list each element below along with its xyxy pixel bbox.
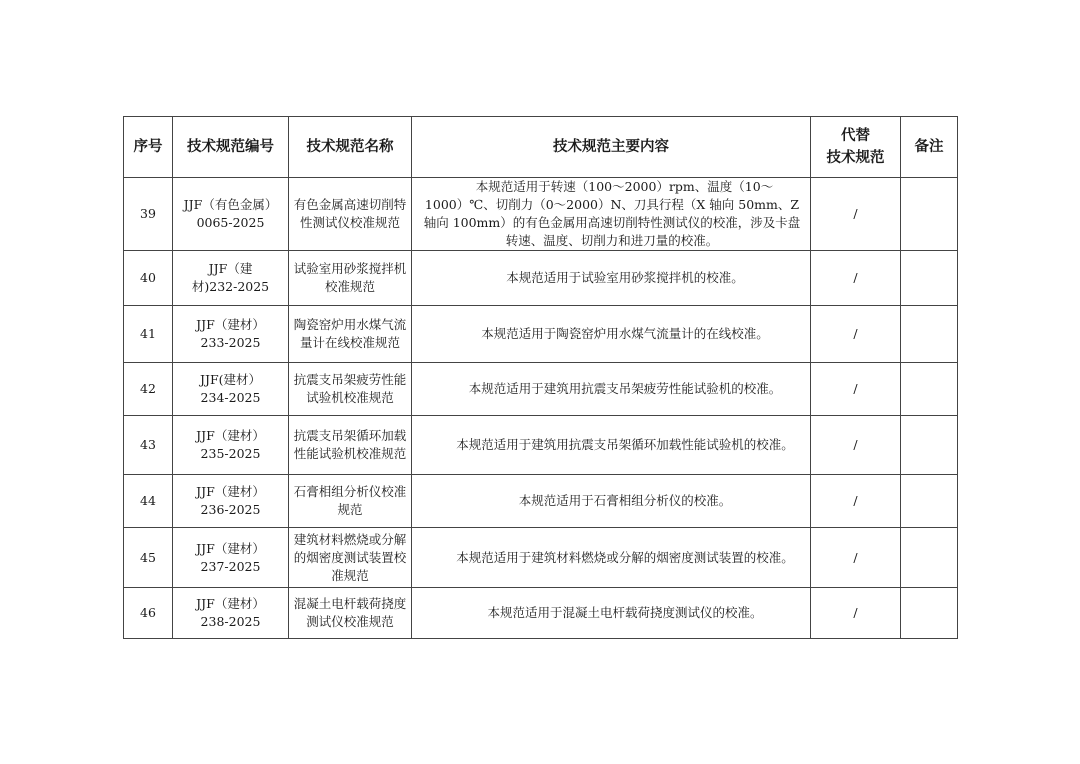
cell-name: 混凝土电杆载荷挠度测试仪校准规范 (289, 588, 412, 639)
cell-code: JJF（有色金属） 0065-2025 (173, 178, 289, 251)
cell-replaces: / (811, 178, 901, 251)
cell-remarks (901, 178, 958, 251)
cell-replaces: / (811, 588, 901, 639)
cell-remarks (901, 251, 958, 306)
cell-name: 石膏相组分析仪校准规范 (289, 475, 412, 528)
cell-index: 42 (124, 363, 173, 416)
cell-index: 40 (124, 251, 173, 306)
cell-content: 本规范适用于陶瓷窑炉用水煤气流量计的在线校准。 (412, 306, 811, 363)
cell-index: 44 (124, 475, 173, 528)
header-code: 技术规范编号 (173, 117, 289, 178)
cell-remarks (901, 528, 958, 588)
table-row (124, 416, 958, 475)
cell-content: 本规范适用于建筑用抗震支吊架疲劳性能试验机的校准。 (412, 363, 811, 416)
cell-remarks (901, 306, 958, 363)
cell-index: 45 (124, 528, 173, 588)
cell-remarks (901, 416, 958, 475)
cell-code: JJF（建 材)232-2025 (173, 251, 289, 306)
table-row (124, 475, 958, 528)
table-row (124, 251, 958, 306)
cell-code: JJF（建材） 237-2025 (173, 528, 289, 588)
cell-replaces: / (811, 363, 901, 416)
header-content: 技术规范主要内容 (412, 117, 811, 178)
cell-remarks (901, 363, 958, 416)
cell-replaces: / (811, 416, 901, 475)
cell-replaces: / (811, 306, 901, 363)
cell-code: JJF（建材） 238-2025 (173, 588, 289, 639)
table-row (124, 363, 958, 416)
cell-index: 41 (124, 306, 173, 363)
cell-code: JJF(建材） 234-2025 (173, 363, 289, 416)
cell-code: JJF（建材） 236-2025 (173, 475, 289, 528)
cell-index: 43 (124, 416, 173, 475)
table-row (124, 178, 958, 251)
table-row (124, 588, 958, 639)
cell-replaces: / (811, 528, 901, 588)
header-remarks: 备注 (901, 117, 958, 178)
table-row (124, 528, 958, 588)
cell-content: 本规范适用于混凝土电杆载荷挠度测试仪的校准。 (412, 588, 811, 639)
cell-name: 陶瓷窑炉用水煤气流量计在线校准规范 (289, 306, 412, 363)
cell-name: 试验室用砂浆搅拌机校准规范 (289, 251, 412, 306)
cell-content: 本规范适用于建筑用抗震支吊架循环加载性能试验机的校准。 (412, 416, 811, 475)
cell-name: 抗震支吊架疲劳性能试验机校准规范 (289, 363, 412, 416)
cell-content: 本规范适用于转速（100～2000）rpm、温度（10～1000）℃、切削力（0～2000）N、刀具行程（X 轴向 50mm、Z 轴向 100mm）的有色金属用高速切削特性测试仪的校准，涉及卡盘转速、温度、切削力和进刀量的校准。 (412, 178, 811, 251)
cell-name: 建筑材料燃烧或分解的烟密度测试装置校准规范 (289, 528, 412, 588)
cell-content: 本规范适用于试验室用砂浆搅拌机的校准。 (412, 251, 811, 306)
cell-content: 本规范适用于石膏相组分析仪的校准。 (412, 475, 811, 528)
cell-name: 抗震支吊架循环加载性能试验机校准规范 (289, 416, 412, 475)
cell-replaces: / (811, 251, 901, 306)
cell-remarks (901, 588, 958, 639)
cell-content: 本规范适用于建筑材料燃烧或分解的烟密度测试装置的校准。 (412, 528, 811, 588)
table-row (124, 306, 958, 363)
cell-name: 有色金属高速切削特性测试仪校准规范 (289, 178, 412, 251)
header-row (124, 117, 958, 178)
cell-remarks (901, 475, 958, 528)
cell-replaces: / (811, 475, 901, 528)
cell-code: JJF（建材） 233-2025 (173, 306, 289, 363)
header-name: 技术规范名称 (289, 117, 412, 178)
header-index: 序号 (124, 117, 173, 178)
cell-code: JJF（建材） 235-2025 (173, 416, 289, 475)
spec-table (123, 116, 958, 639)
cell-index: 46 (124, 588, 173, 639)
cell-index: 39 (124, 178, 173, 251)
header-replaces: 代替 技术规范 (811, 117, 901, 178)
